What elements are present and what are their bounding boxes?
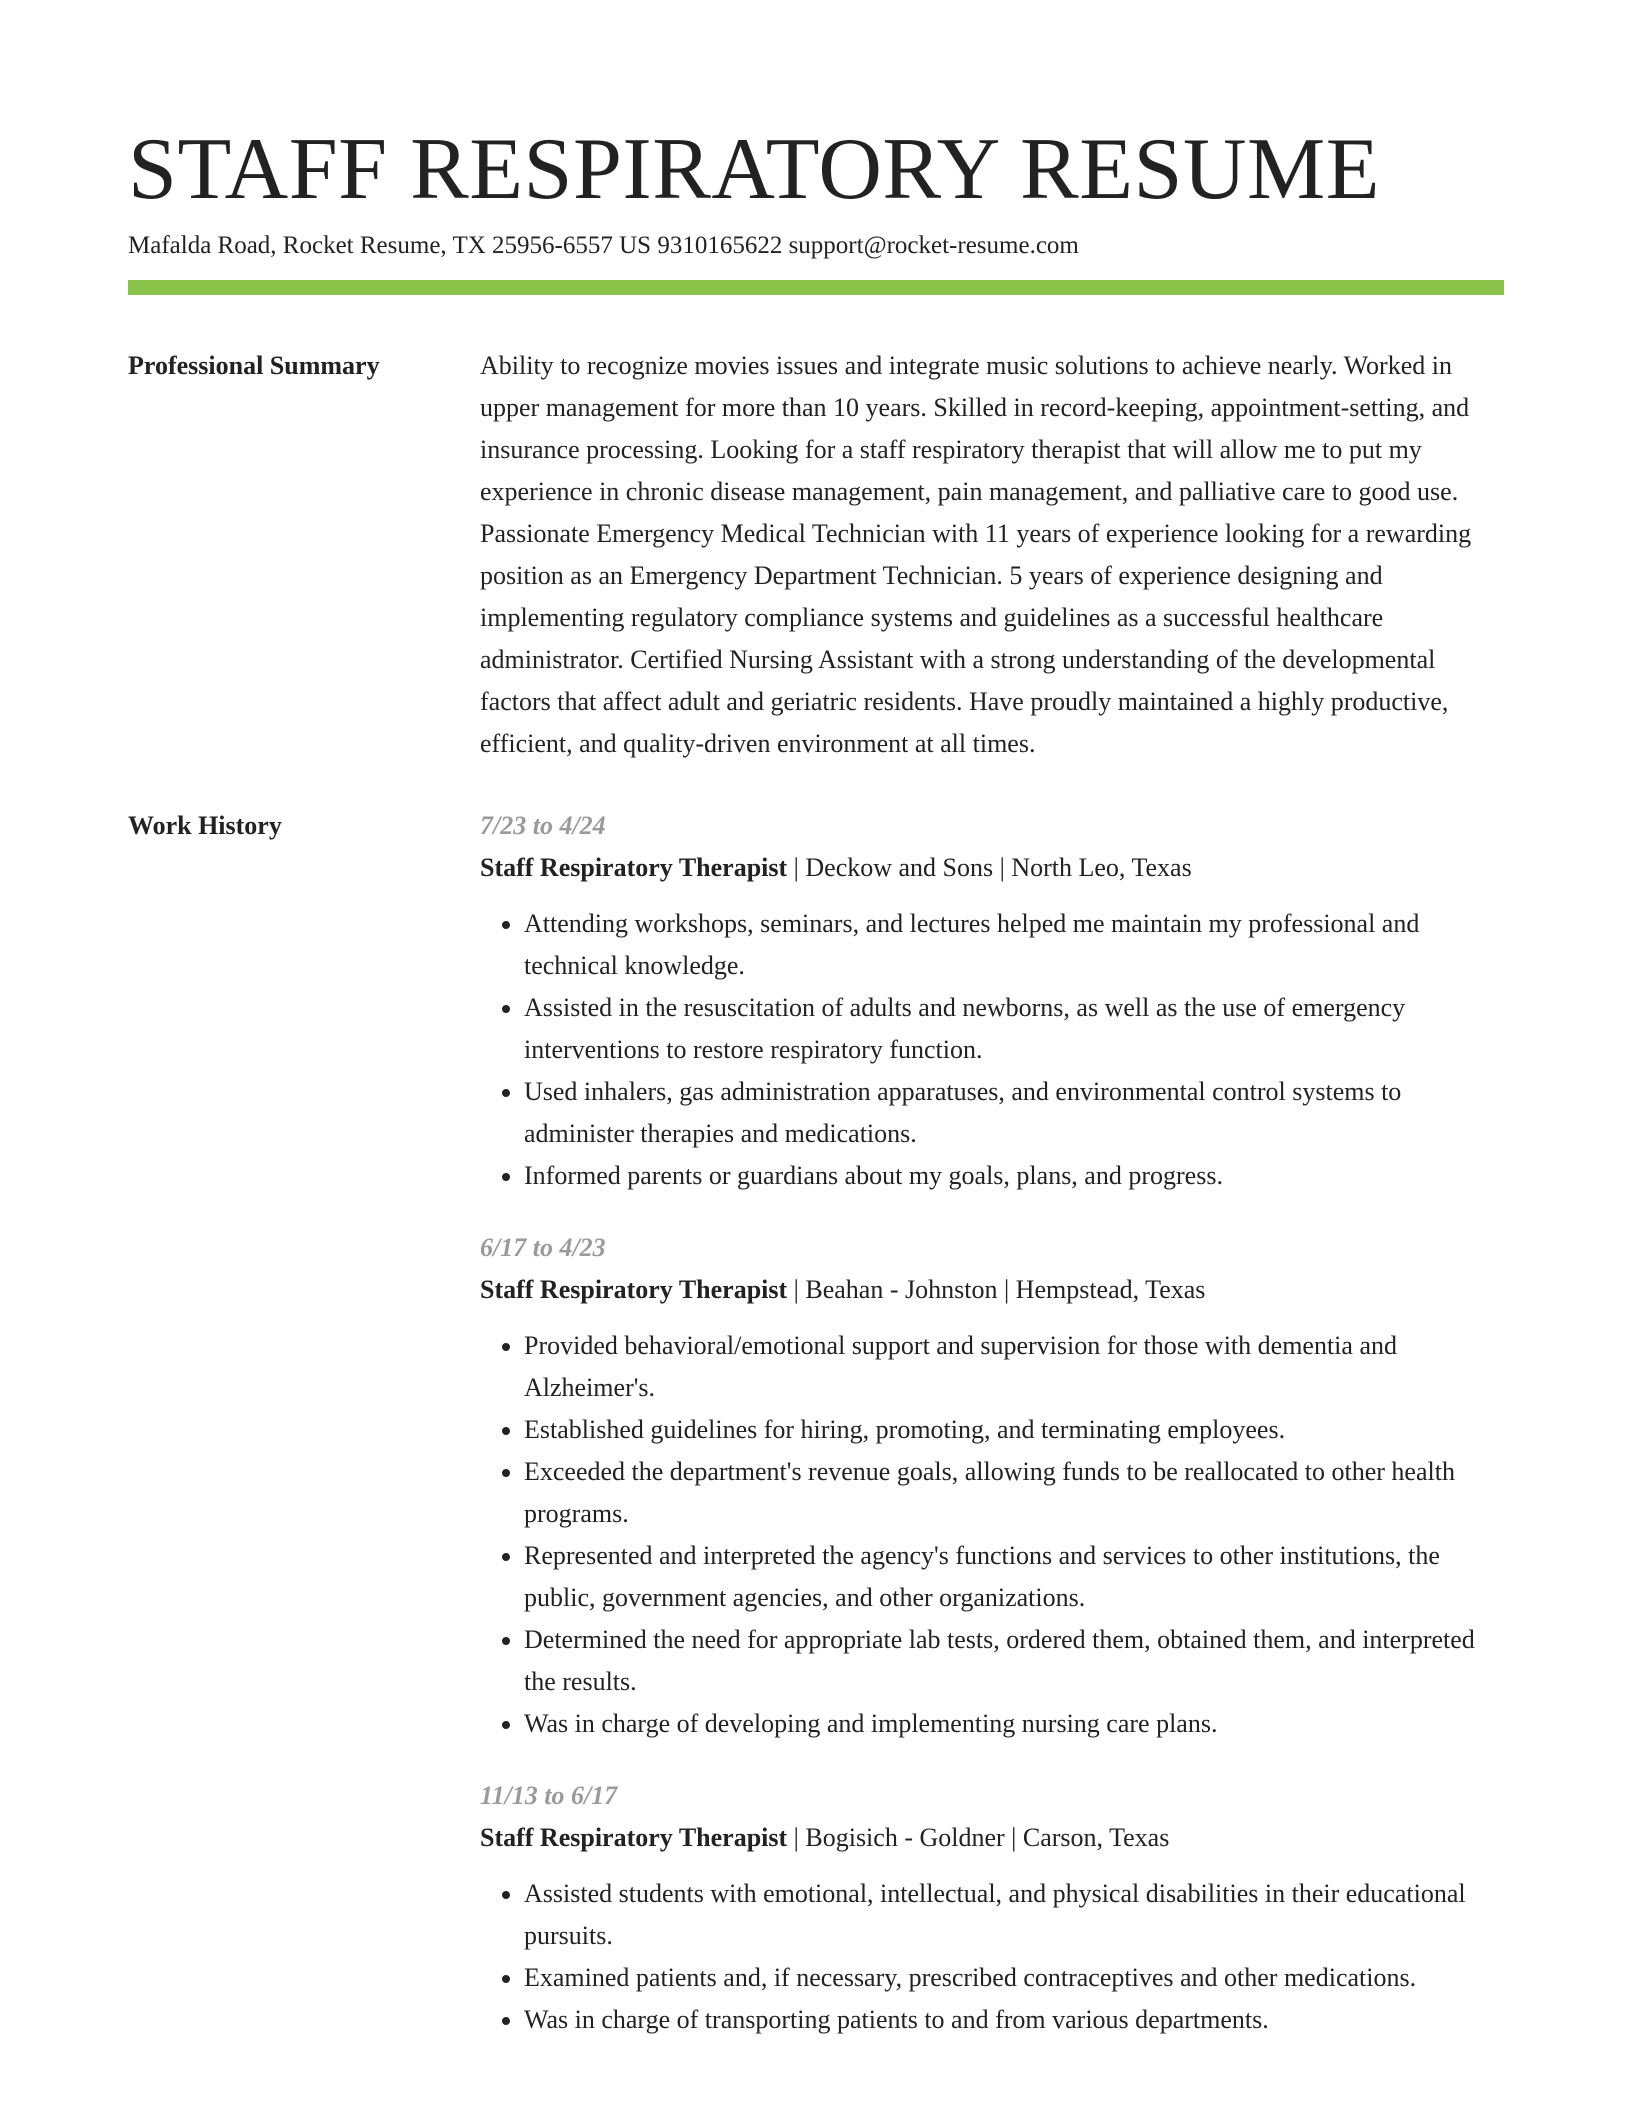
job-employer-location: | Deckow and Sons | North Leo, Texas (787, 853, 1192, 882)
job-entry (480, 1775, 1504, 2041)
resume-title: STAFF RESPIRATORY RESUME (128, 121, 1380, 218)
job-title: Staff Respiratory Therapist (480, 1275, 788, 1304)
list-item: • Used inhalers, gas administration apparatuses, and environmental control systems to administer therapies and medications. (524, 1071, 1504, 1155)
list-item: • Established guidelines for hiring, promoting, and terminating employees. (524, 1409, 1504, 1451)
list-item: • Was in charge of developing and implementing nursing care plans. (524, 1703, 1504, 1745)
list-item: • Attending workshops, seminars, and lectures helped me maintain my professional and technical knowledge. (524, 903, 1504, 987)
resume-page (128, 122, 1504, 2071)
job-list (480, 805, 1504, 2071)
list-item: • Was in charge of transporting patients to and from various departments. (524, 1999, 1504, 2041)
list-item: • Represented and interpreted the agency's functions and services to other institutions, the public, government agencies, and other organizations. (524, 1535, 1504, 1619)
job-entry (480, 805, 1504, 1197)
summary-section (128, 345, 1504, 765)
job-title: Staff Respiratory Therapist (480, 853, 788, 882)
work-history-label: Work History (128, 811, 282, 840)
summary-label: Professional Summary (128, 351, 380, 380)
job-employer-location: | Bogisich - Goldner | Carson, Texas (787, 1823, 1170, 1852)
job-dates: 11/13 to 6/17 (480, 1781, 618, 1810)
work-history-section (128, 805, 1504, 2071)
job-header (480, 847, 1504, 889)
job-dates: 6/17 to 4/23 (480, 1233, 606, 1262)
list-item: • Assisted students with emotional, intellectual, and physical disabilities in their educational pursuits. (524, 1873, 1504, 1957)
job-duties-list (480, 903, 1504, 1197)
summary-text: Ability to recognize movies issues and integrate music solutions to achieve nearly. Worked in upper management for more than 10 years. Skilled in record-keeping, appointment-setting, and insurance processing. Looking for a staff respiratory therapist that will allow me to put my experience in chronic disease management, pain management, and palliative care to good use. Passionate Emergency Medical Technician with 11 years of experience looking for a rewarding position as an Emergency Department Technician. 5 years of experience designing and implementing regulatory compliance systems and guidelines as a successful healthcare administrator. Certified Nursing Assistant with a strong understanding of the developmental factors that affect adult and geriatric residents. Have proudly maintained a highly productive, efficient, and quality-driven environment at all times. (480, 351, 1472, 758)
job-title: Staff Respiratory Therapist (480, 1823, 788, 1852)
list-item: • Determined the need for appropriate lab tests, ordered them, obtained them, and interpreted the results. (524, 1619, 1504, 1703)
list-item: • Provided behavioral/emotional support and supervision for those with dementia and Alzheimer's. (524, 1325, 1504, 1409)
job-header (480, 1817, 1504, 1859)
list-item: • Exceeded the department's revenue goals, allowing funds to be reallocated to other health programs. (524, 1451, 1504, 1535)
header-divider (128, 280, 1504, 295)
job-duties-list (480, 1873, 1504, 2041)
job-duties-list (480, 1325, 1504, 1745)
job-employer-location: | Beahan - Johnston | Hempstead, Texas (787, 1275, 1206, 1304)
list-item: • Examined patients and, if necessary, prescribed contraceptives and other medications. (524, 1957, 1504, 1999)
contact-info: Mafalda Road, Rocket Resume, TX 25956-6557 US 9310165622 support@rocket-resume.com (128, 232, 1079, 259)
list-item: • Assisted in the resuscitation of adults and newborns, as well as the use of emergency interventions to restore respiratory function. (524, 987, 1504, 1071)
job-dates: 7/23 to 4/24 (480, 811, 606, 840)
list-item: • Informed parents or guardians about my goals, plans, and progress. (524, 1155, 1504, 1197)
job-header (480, 1269, 1504, 1311)
job-entry (480, 1227, 1504, 1745)
